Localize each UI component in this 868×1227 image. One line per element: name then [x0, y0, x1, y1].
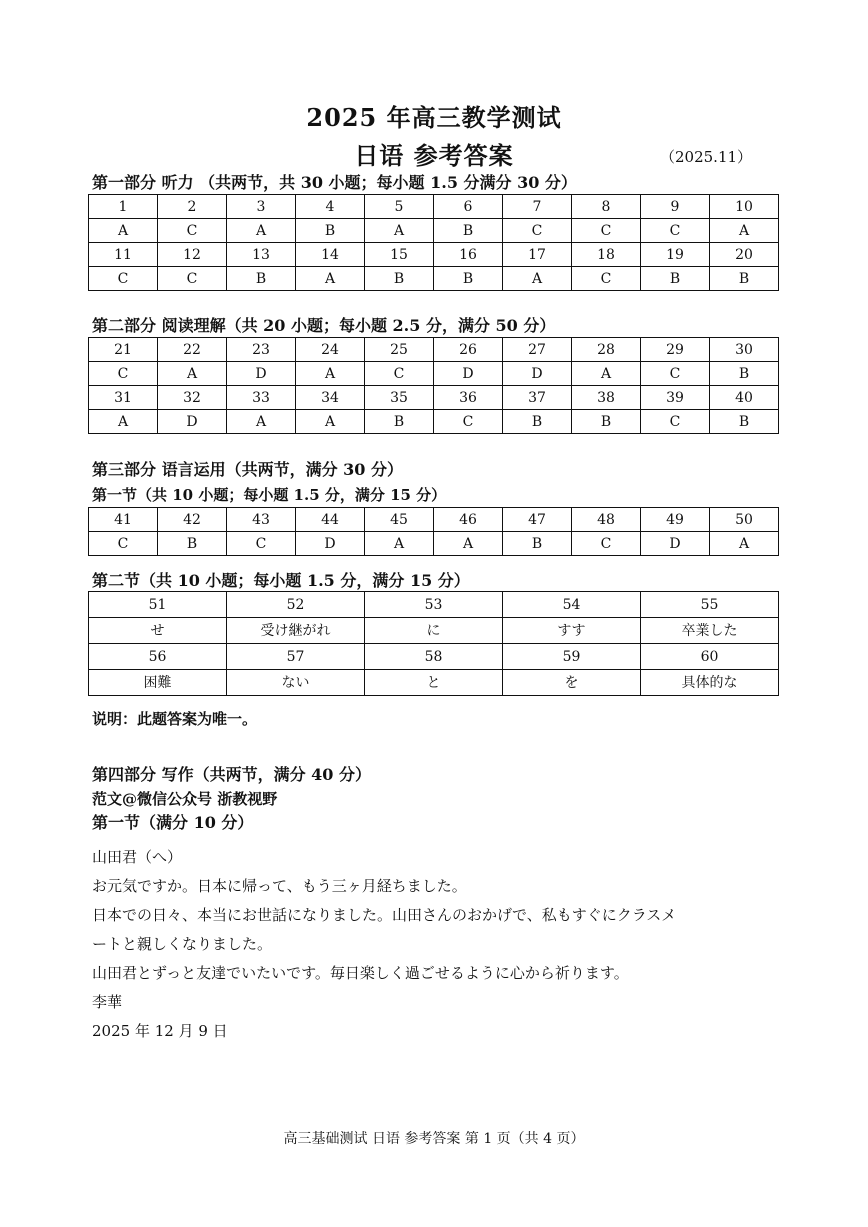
answer-cell: B: [158, 532, 227, 556]
essay-line: ートと親しくなりました。: [92, 935, 273, 953]
table-row: [89, 618, 779, 644]
answer-cell: C: [89, 267, 158, 291]
question-number-cell: 60: [641, 644, 779, 670]
question-number-cell: 26: [434, 338, 503, 362]
answer-cell: に: [365, 618, 503, 644]
table-row: [89, 410, 779, 434]
answer-cell: C: [89, 532, 158, 556]
answer-cell: C: [572, 267, 641, 291]
essay-date: 2025 年 12 月 9 日: [92, 1022, 228, 1040]
answer-cell: C: [158, 267, 227, 291]
question-number-cell: 49: [641, 508, 710, 532]
answer-cell: A: [434, 532, 503, 556]
question-number-cell: 30: [710, 338, 779, 362]
answer-cell: B: [710, 410, 779, 434]
answer-cell: A: [365, 532, 434, 556]
question-number-cell: 22: [158, 338, 227, 362]
question-number-cell: 48: [572, 508, 641, 532]
question-number-cell: 58: [365, 644, 503, 670]
table-row: [89, 386, 779, 410]
answer-cell: D: [158, 410, 227, 434]
answer-cell: A: [158, 362, 227, 386]
answer-cell: と: [365, 670, 503, 696]
answer-cell: 具体的な: [641, 670, 779, 696]
question-number-cell: 10: [710, 195, 779, 219]
question-number-cell: 17: [503, 243, 572, 267]
part3-section2-heading: 第二节（共 10 小题；每小题 1.5 分，满分 15 分）: [92, 571, 470, 590]
question-number-cell: 6: [434, 195, 503, 219]
part4-section1-heading: 第一节（满分 10 分）: [92, 813, 254, 832]
answer-cell: C: [365, 362, 434, 386]
answer-cell: D: [503, 362, 572, 386]
answer-cell: B: [296, 219, 365, 243]
question-number-cell: 33: [227, 386, 296, 410]
answer-cell: B: [710, 267, 779, 291]
question-number-cell: 2: [158, 195, 227, 219]
question-number-cell: 14: [296, 243, 365, 267]
table-row: [89, 243, 779, 267]
answer-cell: A: [503, 267, 572, 291]
part2-answer-table: [88, 337, 779, 434]
question-number-cell: 41: [89, 508, 158, 532]
essay-line: お元気ですか。日本に帰って、もう三ヶ月経ちました。: [92, 877, 467, 895]
answer-cell: ない: [227, 670, 365, 696]
part2-heading: 第二部分 阅读理解（共 20 小题；每小题 2.5 分，满分 50 分）: [92, 316, 556, 335]
page-footer: 高三基础测试 日语 参考答案 第 1 页（共 4 页）: [283, 1131, 585, 1147]
answer-cell: を: [503, 670, 641, 696]
answer-cell: D: [296, 532, 365, 556]
answer-cell: C: [572, 532, 641, 556]
question-number-cell: 7: [503, 195, 572, 219]
answer-cell: A: [89, 410, 158, 434]
table-row: [89, 592, 779, 618]
question-number-cell: 29: [641, 338, 710, 362]
answer-cell: 卒業した: [641, 618, 779, 644]
part1-answer-table: [88, 194, 779, 291]
answer-cell: C: [503, 219, 572, 243]
question-number-cell: 20: [710, 243, 779, 267]
question-number-cell: 46: [434, 508, 503, 532]
question-number-cell: 57: [227, 644, 365, 670]
question-number-cell: 19: [641, 243, 710, 267]
answer-cell: C: [227, 532, 296, 556]
answer-cell: B: [434, 219, 503, 243]
answer-cell: A: [365, 219, 434, 243]
answer-cell: A: [710, 532, 779, 556]
answer-cell: A: [227, 410, 296, 434]
model-essay-source: 范文@微信公众号 浙教视野: [92, 790, 278, 808]
table-row: [89, 670, 779, 696]
table-row: [89, 532, 779, 556]
question-number-cell: 38: [572, 386, 641, 410]
essay-signature: 李華: [92, 993, 123, 1011]
table-row: [89, 195, 779, 219]
answer-cell: C: [434, 410, 503, 434]
question-number-cell: 45: [365, 508, 434, 532]
question-number-cell: 13: [227, 243, 296, 267]
answer-cell: A: [710, 219, 779, 243]
answer-cell: B: [503, 532, 572, 556]
answer-cell: B: [572, 410, 641, 434]
question-number-cell: 23: [227, 338, 296, 362]
question-number-cell: 24: [296, 338, 365, 362]
answer-cell: D: [434, 362, 503, 386]
answer-cell: C: [89, 362, 158, 386]
answer-cell: C: [641, 362, 710, 386]
question-number-cell: 21: [89, 338, 158, 362]
question-number-cell: 56: [89, 644, 227, 670]
part4-heading: 第四部分 写作（共两节，满分 40 分）: [92, 765, 371, 784]
question-number-cell: 52: [227, 592, 365, 618]
answer-cell: B: [503, 410, 572, 434]
question-number-cell: 37: [503, 386, 572, 410]
question-number-cell: 1: [89, 195, 158, 219]
answer-cell: C: [572, 219, 641, 243]
answer-cell: すす: [503, 618, 641, 644]
answer-cell: D: [227, 362, 296, 386]
answer-cell: C: [158, 219, 227, 243]
answer-cell: B: [365, 267, 434, 291]
essay-line: 山田君（へ）: [92, 848, 183, 866]
answer-cell: 困難: [89, 670, 227, 696]
question-number-cell: 35: [365, 386, 434, 410]
question-number-cell: 59: [503, 644, 641, 670]
answer-cell: A: [89, 219, 158, 243]
question-number-cell: 42: [158, 508, 227, 532]
question-number-cell: 15: [365, 243, 434, 267]
answer-note: 说明：此题答案为唯一。: [92, 710, 258, 728]
exam-date: （2025.11）: [660, 148, 753, 166]
answer-cell: 受け継がれ: [227, 618, 365, 644]
question-number-cell: 39: [641, 386, 710, 410]
question-number-cell: 18: [572, 243, 641, 267]
answer-cell: D: [641, 532, 710, 556]
answer-cell: B: [434, 267, 503, 291]
table-row: [89, 219, 779, 243]
answer-cell: B: [641, 267, 710, 291]
question-number-cell: 54: [503, 592, 641, 618]
question-number-cell: 16: [434, 243, 503, 267]
question-number-cell: 5: [365, 195, 434, 219]
question-number-cell: 4: [296, 195, 365, 219]
question-number-cell: 32: [158, 386, 227, 410]
question-number-cell: 44: [296, 508, 365, 532]
question-number-cell: 12: [158, 243, 227, 267]
question-number-cell: 53: [365, 592, 503, 618]
question-number-cell: 8: [572, 195, 641, 219]
question-number-cell: 36: [434, 386, 503, 410]
answer-cell: A: [296, 410, 365, 434]
part3-section1-heading: 第一节（共 10 小题；每小题 1.5 分，满分 15 分）: [92, 486, 447, 504]
part1-heading: 第一部分 听力 （共两节，共 30 小题；每小题 1.5 分满分 30 分）: [92, 173, 577, 192]
page-subtitle: 日语 参考答案: [354, 141, 514, 170]
question-number-cell: 25: [365, 338, 434, 362]
answer-cell: C: [641, 410, 710, 434]
answer-cell: A: [296, 267, 365, 291]
table-row: [89, 362, 779, 386]
answer-cell: A: [296, 362, 365, 386]
answer-cell: B: [227, 267, 296, 291]
answer-cell: A: [227, 219, 296, 243]
part3-section2-answer-table: [88, 591, 779, 696]
essay-line: 山田君とずっと友達でいたいです。毎日楽しく過ごせるように心から祈ります。: [92, 964, 629, 982]
table-row: [89, 508, 779, 532]
question-number-cell: 40: [710, 386, 779, 410]
answer-cell: B: [365, 410, 434, 434]
answer-cell: A: [572, 362, 641, 386]
question-number-cell: 28: [572, 338, 641, 362]
table-row: [89, 644, 779, 670]
question-number-cell: 47: [503, 508, 572, 532]
answer-cell: せ: [89, 618, 227, 644]
essay-line: 日本での日々、本当にお世話になりました。山田さんのおかげで、私もすぐにクラスメ: [92, 906, 677, 924]
question-number-cell: 51: [89, 592, 227, 618]
question-number-cell: 50: [710, 508, 779, 532]
question-number-cell: 3: [227, 195, 296, 219]
part3-heading: 第三部分 语言运用（共两节，满分 30 分）: [92, 460, 403, 479]
page-title: 2025 年高三教学测试: [306, 103, 562, 132]
part3-section1-answer-table: [88, 507, 779, 556]
table-row: [89, 338, 779, 362]
answer-cell: C: [641, 219, 710, 243]
answer-cell: B: [710, 362, 779, 386]
question-number-cell: 55: [641, 592, 779, 618]
table-row: [89, 267, 779, 291]
question-number-cell: 11: [89, 243, 158, 267]
question-number-cell: 43: [227, 508, 296, 532]
question-number-cell: 34: [296, 386, 365, 410]
question-number-cell: 9: [641, 195, 710, 219]
question-number-cell: 27: [503, 338, 572, 362]
question-number-cell: 31: [89, 386, 158, 410]
